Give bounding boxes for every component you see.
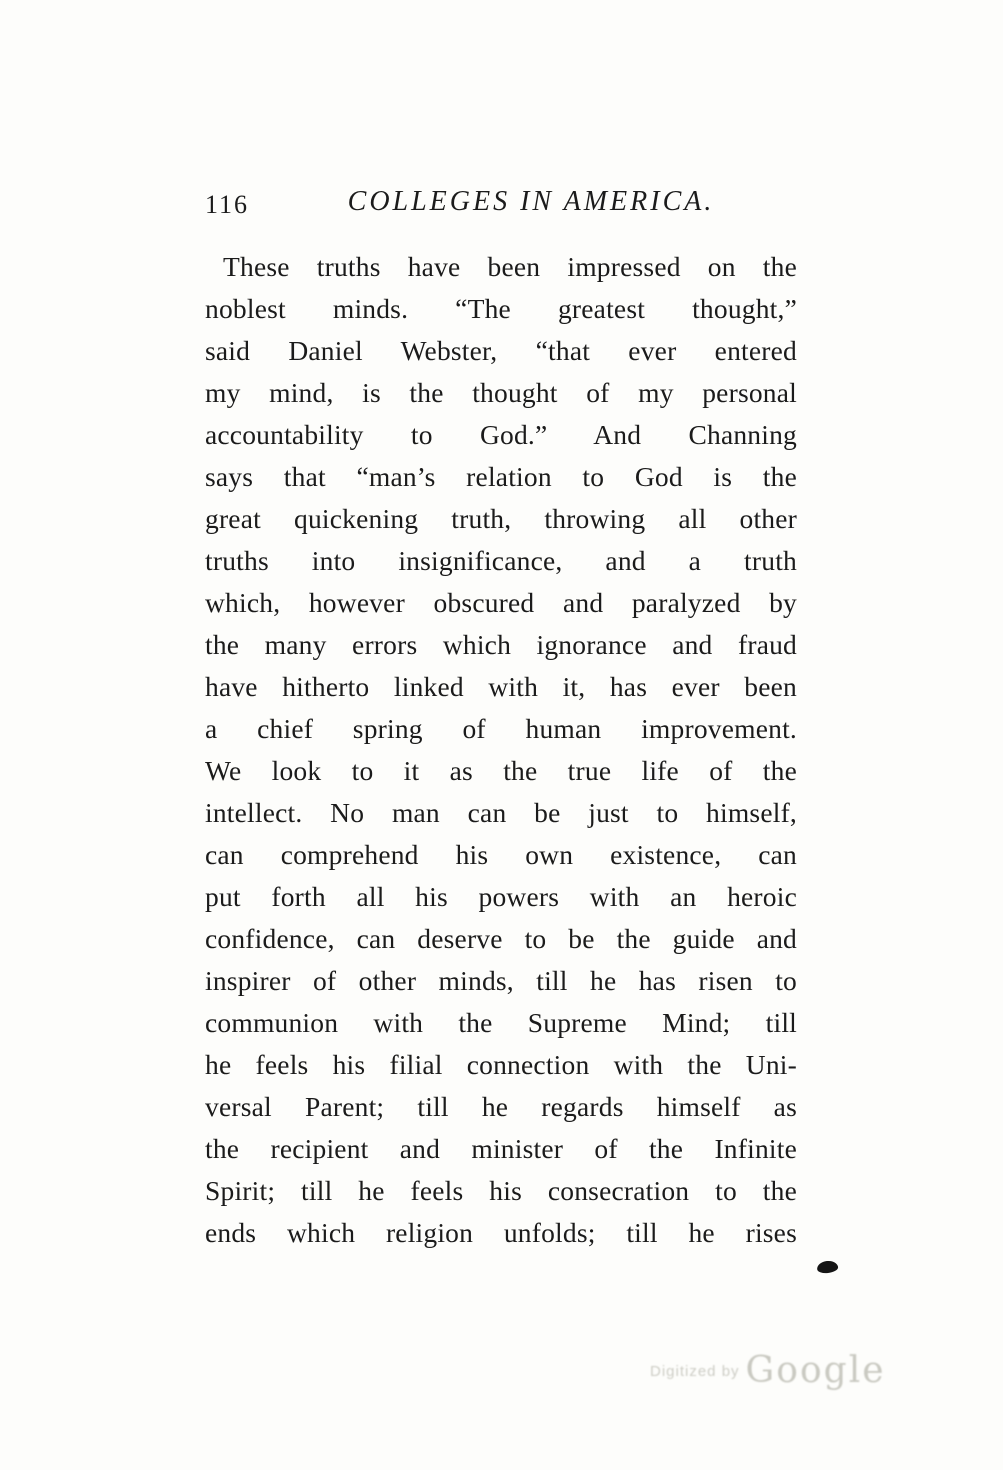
text-line: These truths have been impressed on the (223, 251, 797, 282)
text-line: ends which religion unfolds; till he rises (205, 1217, 797, 1248)
text-line: confidence, can deserve to be the guide and (205, 923, 797, 954)
text-line: We look to it as the true life of the (205, 755, 797, 786)
text-line: says that “man’s relation to God is the (205, 461, 797, 492)
text-line: said Daniel Webster, “that ever entered (205, 335, 797, 366)
text-line: truths into insignificance, and a truth (205, 545, 797, 576)
text-line: which, however obscured and paralyzed by (205, 587, 797, 618)
text-line: put forth all his powers with an heroic (205, 881, 797, 912)
text-line: can comprehend his own existence, can (205, 839, 797, 870)
text-line: the many errors which ignorance and fraud (205, 629, 797, 660)
ink-blot-artifact (816, 1260, 838, 1274)
text-line: a chief spring of human improvement. (205, 713, 797, 744)
text-line: inspirer of other minds, till he has risen to (205, 965, 797, 996)
google-logo: Google (745, 1350, 886, 1391)
text-line: the recipient and minister of the Infinite (205, 1133, 797, 1164)
text-line: great quickening truth, throwing all other (205, 503, 797, 534)
text-line: noblest minds. “The greatest thought,” (205, 293, 797, 324)
running-title: COLLEGES IN AMERICA. (347, 186, 715, 217)
text-line: accountability to God.” And Channing (205, 419, 797, 450)
text-line: Spirit; till he feels his consecration to the (205, 1175, 797, 1206)
text-line: he feels his filial connection with the Uni- (205, 1049, 797, 1080)
page-number: 116 (205, 190, 250, 219)
text-line: versal Parent; till he regards himself as (205, 1091, 797, 1122)
text-line: communion with the Supreme Mind; till (205, 1007, 797, 1038)
running-header (205, 186, 797, 224)
digitized-by-google-watermark (650, 1350, 886, 1391)
watermark-prefix: Digitized by (650, 1363, 740, 1380)
text-line: my mind, is the thought of my personal (205, 377, 797, 408)
body-text (205, 246, 797, 1254)
text-line: have hitherto linked with it, has ever been (205, 671, 797, 702)
text-line: intellect. No man can be just to himself, (205, 797, 797, 828)
